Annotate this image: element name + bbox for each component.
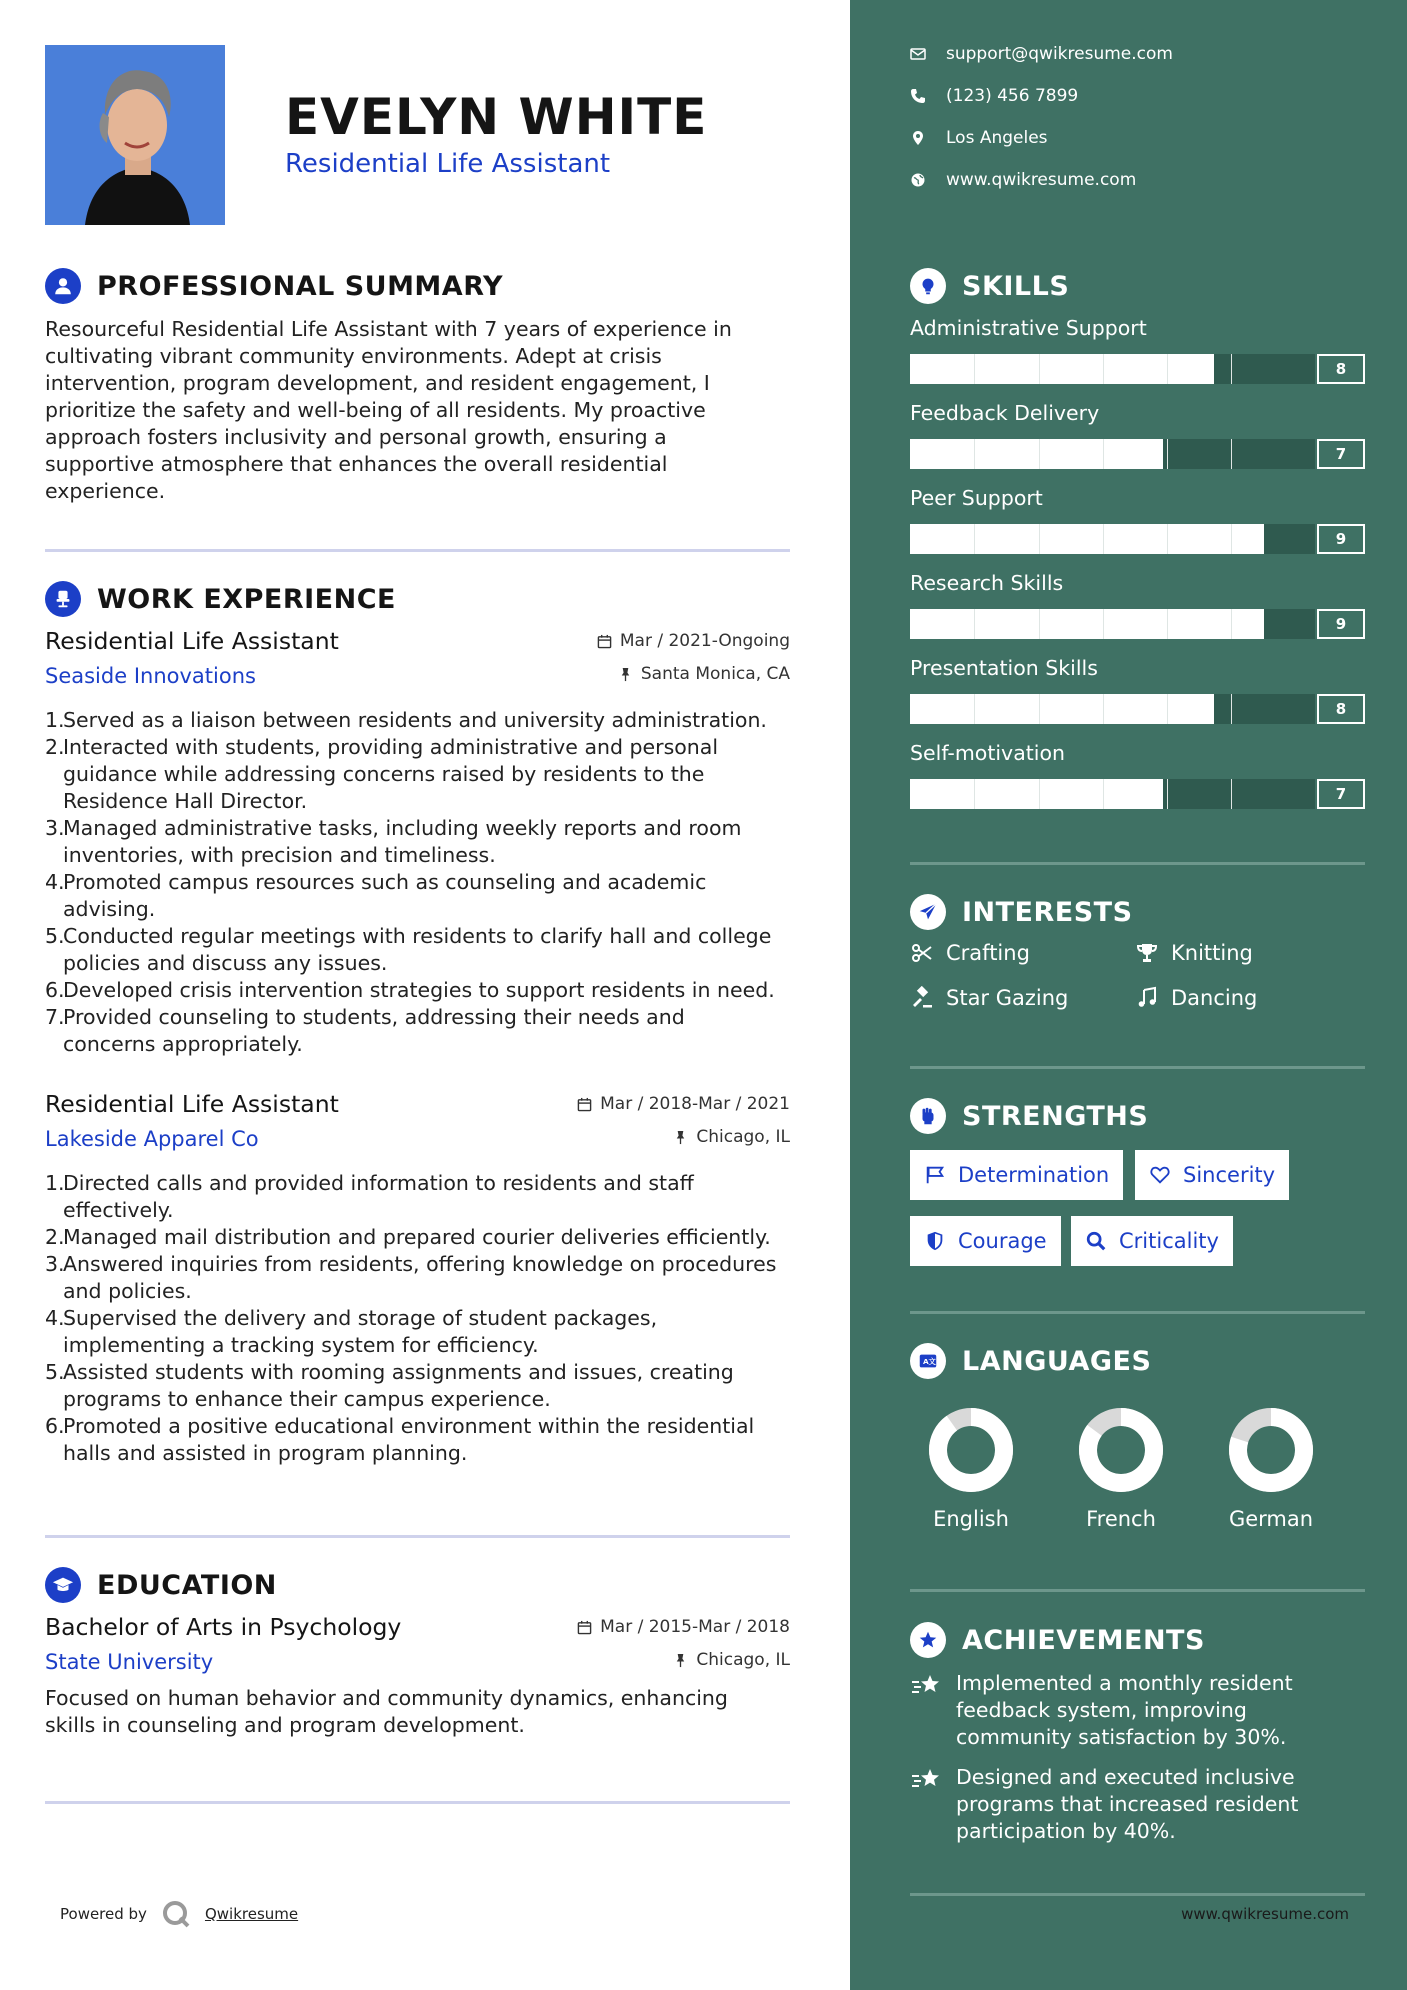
strengths-heading bbox=[910, 1098, 1148, 1134]
star-badge-icon bbox=[910, 1622, 946, 1658]
strength-badge bbox=[1071, 1216, 1233, 1266]
list-item bbox=[45, 869, 790, 923]
job-location bbox=[618, 664, 790, 684]
bullet-number: 7. bbox=[45, 1005, 65, 1029]
lightbulb-icon bbox=[910, 268, 946, 304]
achievement-line: feedback system, improving bbox=[956, 1698, 1247, 1722]
paper-plane-icon bbox=[910, 894, 946, 930]
list-item bbox=[45, 734, 790, 815]
contact-location bbox=[910, 128, 1048, 148]
skill-bar-segment bbox=[974, 779, 975, 809]
job-entry bbox=[45, 627, 790, 1057]
skill-bar-segment bbox=[1103, 439, 1104, 469]
list-item bbox=[45, 1305, 790, 1359]
skill-name: Peer Support bbox=[910, 486, 1043, 510]
bullet-line: Supervised the delivery and storage of student packages, bbox=[63, 1306, 658, 1330]
search-icon bbox=[1085, 1230, 1107, 1252]
skill-bar-segment bbox=[1103, 694, 1104, 724]
skill-name: Research Skills bbox=[910, 571, 1064, 595]
skill-bar bbox=[910, 609, 1315, 639]
section-divider bbox=[45, 1535, 790, 1538]
summary-heading bbox=[45, 268, 503, 304]
svg-text:文: 文 bbox=[928, 1357, 936, 1367]
interest-item bbox=[910, 986, 1068, 1010]
job-role: Residential Life Assistant bbox=[45, 1090, 339, 1118]
strength-badge bbox=[910, 1150, 1123, 1200]
achievement-text bbox=[956, 1764, 1298, 1845]
summary-line: cultivating vibrant community environments. Adept at crisis bbox=[45, 344, 662, 368]
bullet-line: guidance while addressing concerns raised by residents to the bbox=[63, 762, 705, 786]
bullet-line: Served as a liaison between residents and university administration. bbox=[63, 708, 767, 732]
job-date-text: Mar / 2021-Ongoing bbox=[619, 631, 790, 651]
bullet-number: 5. bbox=[45, 924, 65, 948]
section-divider bbox=[910, 1066, 1365, 1069]
music-icon bbox=[1135, 986, 1159, 1010]
strength-badge bbox=[910, 1216, 1061, 1266]
achievement-line: community satisfaction by 30%. bbox=[956, 1725, 1287, 1749]
strength-label: Sincerity bbox=[1183, 1163, 1276, 1187]
translate-icon bbox=[910, 1343, 946, 1379]
strength-label: Determination bbox=[958, 1163, 1110, 1187]
language-donut bbox=[1228, 1407, 1314, 1493]
summary-text bbox=[45, 316, 790, 505]
summary-line: Resourceful Residential Life Assistant with 7 years of experience in bbox=[45, 317, 732, 341]
language-item bbox=[896, 1407, 1046, 1531]
skill-bar-fill bbox=[910, 439, 1163, 469]
bullet-line: Managed administrative tasks, including weekly reports and room bbox=[63, 816, 742, 840]
job-date-text: Mar / 2018-Mar / 2021 bbox=[600, 1094, 790, 1114]
heart-icon bbox=[1149, 1164, 1171, 1186]
job-role: Residential Life Assistant bbox=[45, 627, 339, 655]
interest-item bbox=[910, 941, 1030, 965]
list-item bbox=[45, 1004, 790, 1058]
list-item bbox=[45, 977, 790, 1004]
achievement-item bbox=[910, 1670, 1365, 1751]
skill-bar-segment bbox=[1167, 439, 1168, 469]
skill-bar-segment bbox=[1103, 779, 1104, 809]
pin-icon bbox=[618, 667, 633, 682]
education-entry bbox=[45, 1613, 790, 1743]
achievement-item bbox=[910, 1764, 1365, 1845]
bullet-number: 2. bbox=[45, 735, 65, 759]
phone-icon bbox=[910, 88, 926, 104]
job-date bbox=[597, 631, 790, 651]
list-item bbox=[45, 707, 790, 734]
skill-name: Administrative Support bbox=[910, 316, 1147, 340]
education-heading bbox=[45, 1567, 277, 1603]
bullet-line: Promoted campus resources such as counseling and academic bbox=[63, 870, 707, 894]
bullet-line: Managed mail distribution and prepared courier deliveries efficiently. bbox=[63, 1225, 771, 1249]
interest-label: Star Gazing bbox=[946, 986, 1069, 1010]
skill-bar-segment bbox=[1039, 524, 1040, 554]
skill-bar-segment bbox=[1039, 694, 1040, 724]
education-date bbox=[577, 1617, 790, 1637]
language-donut bbox=[928, 1407, 1014, 1493]
email-text: support@qwikresume.com bbox=[946, 44, 1173, 64]
section-divider bbox=[910, 1893, 1365, 1896]
bullet-line: halls and assisted in program planning. bbox=[63, 1441, 468, 1465]
pin-icon bbox=[673, 1653, 688, 1668]
bullet-line: programs to enhance their campus experience. bbox=[63, 1387, 551, 1411]
candidate-name: EVELYN WHITE bbox=[285, 88, 708, 146]
skill-score: 8 bbox=[1317, 694, 1365, 724]
achievements-title: ACHIEVEMENTS bbox=[962, 1624, 1205, 1656]
powered-by-label: Powered by bbox=[60, 1905, 147, 1923]
pin-icon bbox=[673, 1130, 688, 1145]
education-line: Focused on human behavior and community dynamics, enhancing bbox=[45, 1686, 728, 1710]
skill-bar bbox=[910, 779, 1315, 809]
section-divider bbox=[910, 862, 1365, 865]
sidebar bbox=[850, 0, 1407, 1990]
scissors-icon bbox=[910, 941, 934, 965]
bullet-number: 4. bbox=[45, 1306, 65, 1330]
skill-bar-fill bbox=[910, 609, 1264, 639]
skill-score: 7 bbox=[1317, 439, 1365, 469]
qwikresume-logo-icon bbox=[161, 1899, 191, 1929]
bullet-line: inventories, with precision and timeliness. bbox=[63, 843, 496, 867]
summary-line: experience. bbox=[45, 479, 166, 503]
experience-title: WORK EXPERIENCE bbox=[97, 583, 396, 615]
footer-website[interactable]: www.qwikresume.com bbox=[1181, 1905, 1349, 1923]
envelope-icon bbox=[910, 46, 926, 62]
section-divider bbox=[910, 1311, 1365, 1314]
bullet-line: and policies. bbox=[63, 1279, 192, 1303]
profile-photo bbox=[45, 45, 225, 225]
skills-title: SKILLS bbox=[962, 270, 1070, 302]
skill-bar-segment bbox=[1231, 354, 1232, 384]
list-item bbox=[45, 815, 790, 869]
skill-name: Self-motivation bbox=[910, 741, 1066, 765]
summary-line: supportive atmosphere that enhances the overall residential bbox=[45, 452, 668, 476]
strength-label: Courage bbox=[958, 1229, 1047, 1253]
skill-bar-fill bbox=[910, 354, 1214, 384]
user-icon bbox=[45, 268, 81, 304]
education-description bbox=[45, 1685, 790, 1739]
skill-score: 7 bbox=[1317, 779, 1365, 809]
interests-heading bbox=[910, 894, 1133, 930]
powered-by bbox=[60, 1899, 298, 1929]
website-text: www.qwikresume.com bbox=[946, 170, 1137, 190]
skill-bar-segment bbox=[1039, 779, 1040, 809]
shooting-star-icon bbox=[910, 1672, 942, 1700]
skill-bar-segment bbox=[1167, 694, 1168, 724]
section-divider bbox=[45, 549, 790, 552]
achievement-line: programs that increased resident bbox=[956, 1792, 1299, 1816]
skill-bar-segment bbox=[1103, 524, 1104, 554]
gavel-icon bbox=[910, 986, 934, 1010]
degree: Bachelor of Arts in Psychology bbox=[45, 1613, 402, 1641]
bullet-number: 5. bbox=[45, 1360, 65, 1384]
education-location bbox=[673, 1650, 790, 1670]
job-location-text: Chicago, IL bbox=[696, 1127, 790, 1147]
skills-heading bbox=[910, 268, 1069, 304]
skill-bar bbox=[910, 354, 1315, 384]
language-item bbox=[1196, 1407, 1346, 1531]
job-company: Seaside Innovations bbox=[45, 664, 256, 688]
bullet-number: 6. bbox=[45, 1414, 65, 1438]
contact-email[interactable] bbox=[910, 44, 1173, 64]
location-text: Los Angeles bbox=[946, 128, 1048, 148]
bullet-number: 4. bbox=[45, 870, 65, 894]
experience-heading bbox=[45, 581, 396, 617]
job-location bbox=[673, 1127, 790, 1147]
skill-name: Feedback Delivery bbox=[910, 401, 1100, 425]
skill-bar-segment bbox=[1231, 779, 1232, 809]
job-date bbox=[577, 1094, 790, 1114]
education-date-text: Mar / 2015-Mar / 2018 bbox=[600, 1617, 790, 1637]
school: State University bbox=[45, 1650, 214, 1674]
skill-bar-segment bbox=[1231, 524, 1232, 554]
bullet-number: 6. bbox=[45, 978, 65, 1002]
skill-bar-segment bbox=[1231, 439, 1232, 469]
achievement-line: participation by 40%. bbox=[956, 1819, 1176, 1843]
language-item bbox=[1046, 1407, 1196, 1531]
job-bullets bbox=[45, 707, 790, 1058]
section-divider bbox=[910, 1589, 1365, 1592]
bullet-line: Provided counseling to students, addressing their needs and bbox=[63, 1005, 685, 1029]
languages-title: LANGUAGES bbox=[962, 1345, 1152, 1377]
skill-bar-segment bbox=[1231, 609, 1232, 639]
language-donut bbox=[1078, 1407, 1164, 1493]
bullet-line: concerns appropriately. bbox=[63, 1032, 303, 1056]
contact-website[interactable] bbox=[910, 170, 1136, 190]
svg-text:A: A bbox=[922, 1357, 929, 1367]
skill-bar-segment bbox=[1103, 354, 1104, 384]
bullet-number: 3. bbox=[45, 1252, 65, 1276]
skill-bar-segment bbox=[1039, 609, 1040, 639]
job-company: Lakeside Apparel Co bbox=[45, 1127, 259, 1151]
graduation-cap-icon bbox=[45, 1567, 81, 1603]
skill-score: 9 bbox=[1317, 609, 1365, 639]
phone-text: (123) 456 7899 bbox=[946, 86, 1079, 106]
bullet-line: implementing a tracking system for efficiency. bbox=[63, 1333, 539, 1357]
bullet-number: 1. bbox=[45, 708, 65, 732]
trophy-icon bbox=[1135, 941, 1159, 965]
skill-bar bbox=[910, 524, 1315, 554]
bullet-line: effectively. bbox=[63, 1198, 174, 1222]
bullet-line: advising. bbox=[63, 897, 156, 921]
achievements-heading bbox=[910, 1622, 1205, 1658]
bullet-number: 2. bbox=[45, 1225, 65, 1249]
job-entry bbox=[45, 1090, 790, 1490]
skill-bar-segment bbox=[974, 439, 975, 469]
education-location-text: Chicago, IL bbox=[696, 1650, 790, 1670]
skill-score: 9 bbox=[1317, 524, 1365, 554]
shooting-star-icon bbox=[910, 1766, 942, 1794]
bullet-line: Answered inquiries from residents, offering knowledge on procedures bbox=[63, 1252, 777, 1276]
skill-bar-segment bbox=[974, 694, 975, 724]
strengths-title: STRENGTHS bbox=[962, 1100, 1149, 1132]
candidate-title: Residential Life Assistant bbox=[285, 149, 611, 179]
job-bullets bbox=[45, 1170, 790, 1467]
skill-bar-segment bbox=[1039, 354, 1040, 384]
education-line: skills in counseling and program development. bbox=[45, 1713, 525, 1737]
skill-bar-segment bbox=[1039, 439, 1040, 469]
list-item bbox=[45, 1413, 790, 1467]
bullet-line: Promoted a positive educational environment within the residential bbox=[63, 1414, 755, 1438]
skill-bar-segment bbox=[1167, 609, 1168, 639]
contact-phone[interactable] bbox=[910, 86, 1078, 106]
interest-item bbox=[1135, 986, 1257, 1010]
bullet-line: Directed calls and provided information to residents and staff bbox=[63, 1171, 694, 1195]
skill-bar-fill bbox=[910, 694, 1214, 724]
strength-label: Criticality bbox=[1119, 1229, 1219, 1253]
summary-line: intervention, program development, and resident engagement, I bbox=[45, 371, 710, 395]
interest-label: Knitting bbox=[1171, 941, 1253, 965]
skill-bar-segment bbox=[1167, 354, 1168, 384]
calendar-icon bbox=[597, 634, 612, 649]
language-name: English bbox=[933, 1507, 1009, 1531]
list-item bbox=[45, 1359, 790, 1413]
skill-bar bbox=[910, 694, 1315, 724]
section-divider bbox=[45, 1801, 790, 1804]
list-item bbox=[45, 1251, 790, 1305]
qwikresume-link[interactable]: Qwikresume bbox=[204, 1905, 299, 1923]
calendar-icon bbox=[577, 1620, 592, 1635]
chair-icon bbox=[45, 581, 81, 617]
achievement-line: Designed and executed inclusive bbox=[956, 1765, 1295, 1789]
bullet-line: Assisted students with rooming assignments and issues, creating bbox=[63, 1360, 734, 1384]
interest-label: Crafting bbox=[946, 941, 1030, 965]
skill-bar-segment bbox=[974, 354, 975, 384]
skill-name: Presentation Skills bbox=[910, 656, 1098, 680]
interests-title: INTERESTS bbox=[962, 896, 1133, 928]
skill-bar-fill bbox=[910, 779, 1163, 809]
achievement-line: Implemented a monthly resident bbox=[956, 1671, 1293, 1695]
fist-icon bbox=[910, 1098, 946, 1134]
interest-label: Dancing bbox=[1171, 986, 1258, 1010]
bullet-line: policies and discuss any issues. bbox=[63, 951, 388, 975]
skill-bar-segment bbox=[1167, 524, 1168, 554]
skill-bar bbox=[910, 439, 1315, 469]
skill-bar-segment bbox=[974, 524, 975, 554]
skill-bar-segment bbox=[974, 609, 975, 639]
skill-bar-segment bbox=[1231, 694, 1232, 724]
bullet-number: 3. bbox=[45, 816, 65, 840]
language-name: French bbox=[1086, 1507, 1156, 1531]
skill-bar-segment bbox=[1167, 779, 1168, 809]
language-donut-fill bbox=[938, 1417, 1004, 1483]
languages-heading bbox=[910, 1343, 1151, 1379]
map-pin-icon bbox=[910, 130, 926, 146]
skill-bar-fill bbox=[910, 524, 1264, 554]
calendar-icon bbox=[577, 1097, 592, 1112]
summary-line: prioritize the safety and well-being of all residents. My proactive bbox=[45, 398, 706, 422]
bullet-line: Conducted regular meetings with residents to clarify hall and college bbox=[63, 924, 772, 948]
shield-icon bbox=[924, 1230, 946, 1252]
list-item bbox=[45, 1170, 790, 1224]
interest-item bbox=[1135, 941, 1253, 965]
bullet-number: 1. bbox=[45, 1171, 65, 1195]
language-name: German bbox=[1228, 1507, 1314, 1531]
list-item bbox=[45, 923, 790, 977]
education-title: EDUCATION bbox=[97, 1569, 277, 1601]
strength-badge bbox=[1135, 1150, 1289, 1200]
bullet-line: Developed crisis intervention strategies to support residents in need. bbox=[63, 978, 775, 1002]
skill-bar-segment bbox=[1103, 609, 1104, 639]
summary-title: PROFESSIONAL SUMMARY bbox=[97, 270, 504, 302]
flag-icon bbox=[924, 1164, 946, 1186]
summary-line: approach fosters inclusivity and personal growth, ensuring a bbox=[45, 425, 667, 449]
achievement-text bbox=[956, 1670, 1293, 1751]
list-item bbox=[45, 1224, 790, 1251]
bullet-line: Residence Hall Director. bbox=[63, 789, 308, 813]
bullet-line: Interacted with students, providing administrative and personal bbox=[63, 735, 719, 759]
globe-icon bbox=[910, 172, 926, 188]
skill-score: 8 bbox=[1317, 354, 1365, 384]
job-location-text: Santa Monica, CA bbox=[640, 664, 790, 684]
